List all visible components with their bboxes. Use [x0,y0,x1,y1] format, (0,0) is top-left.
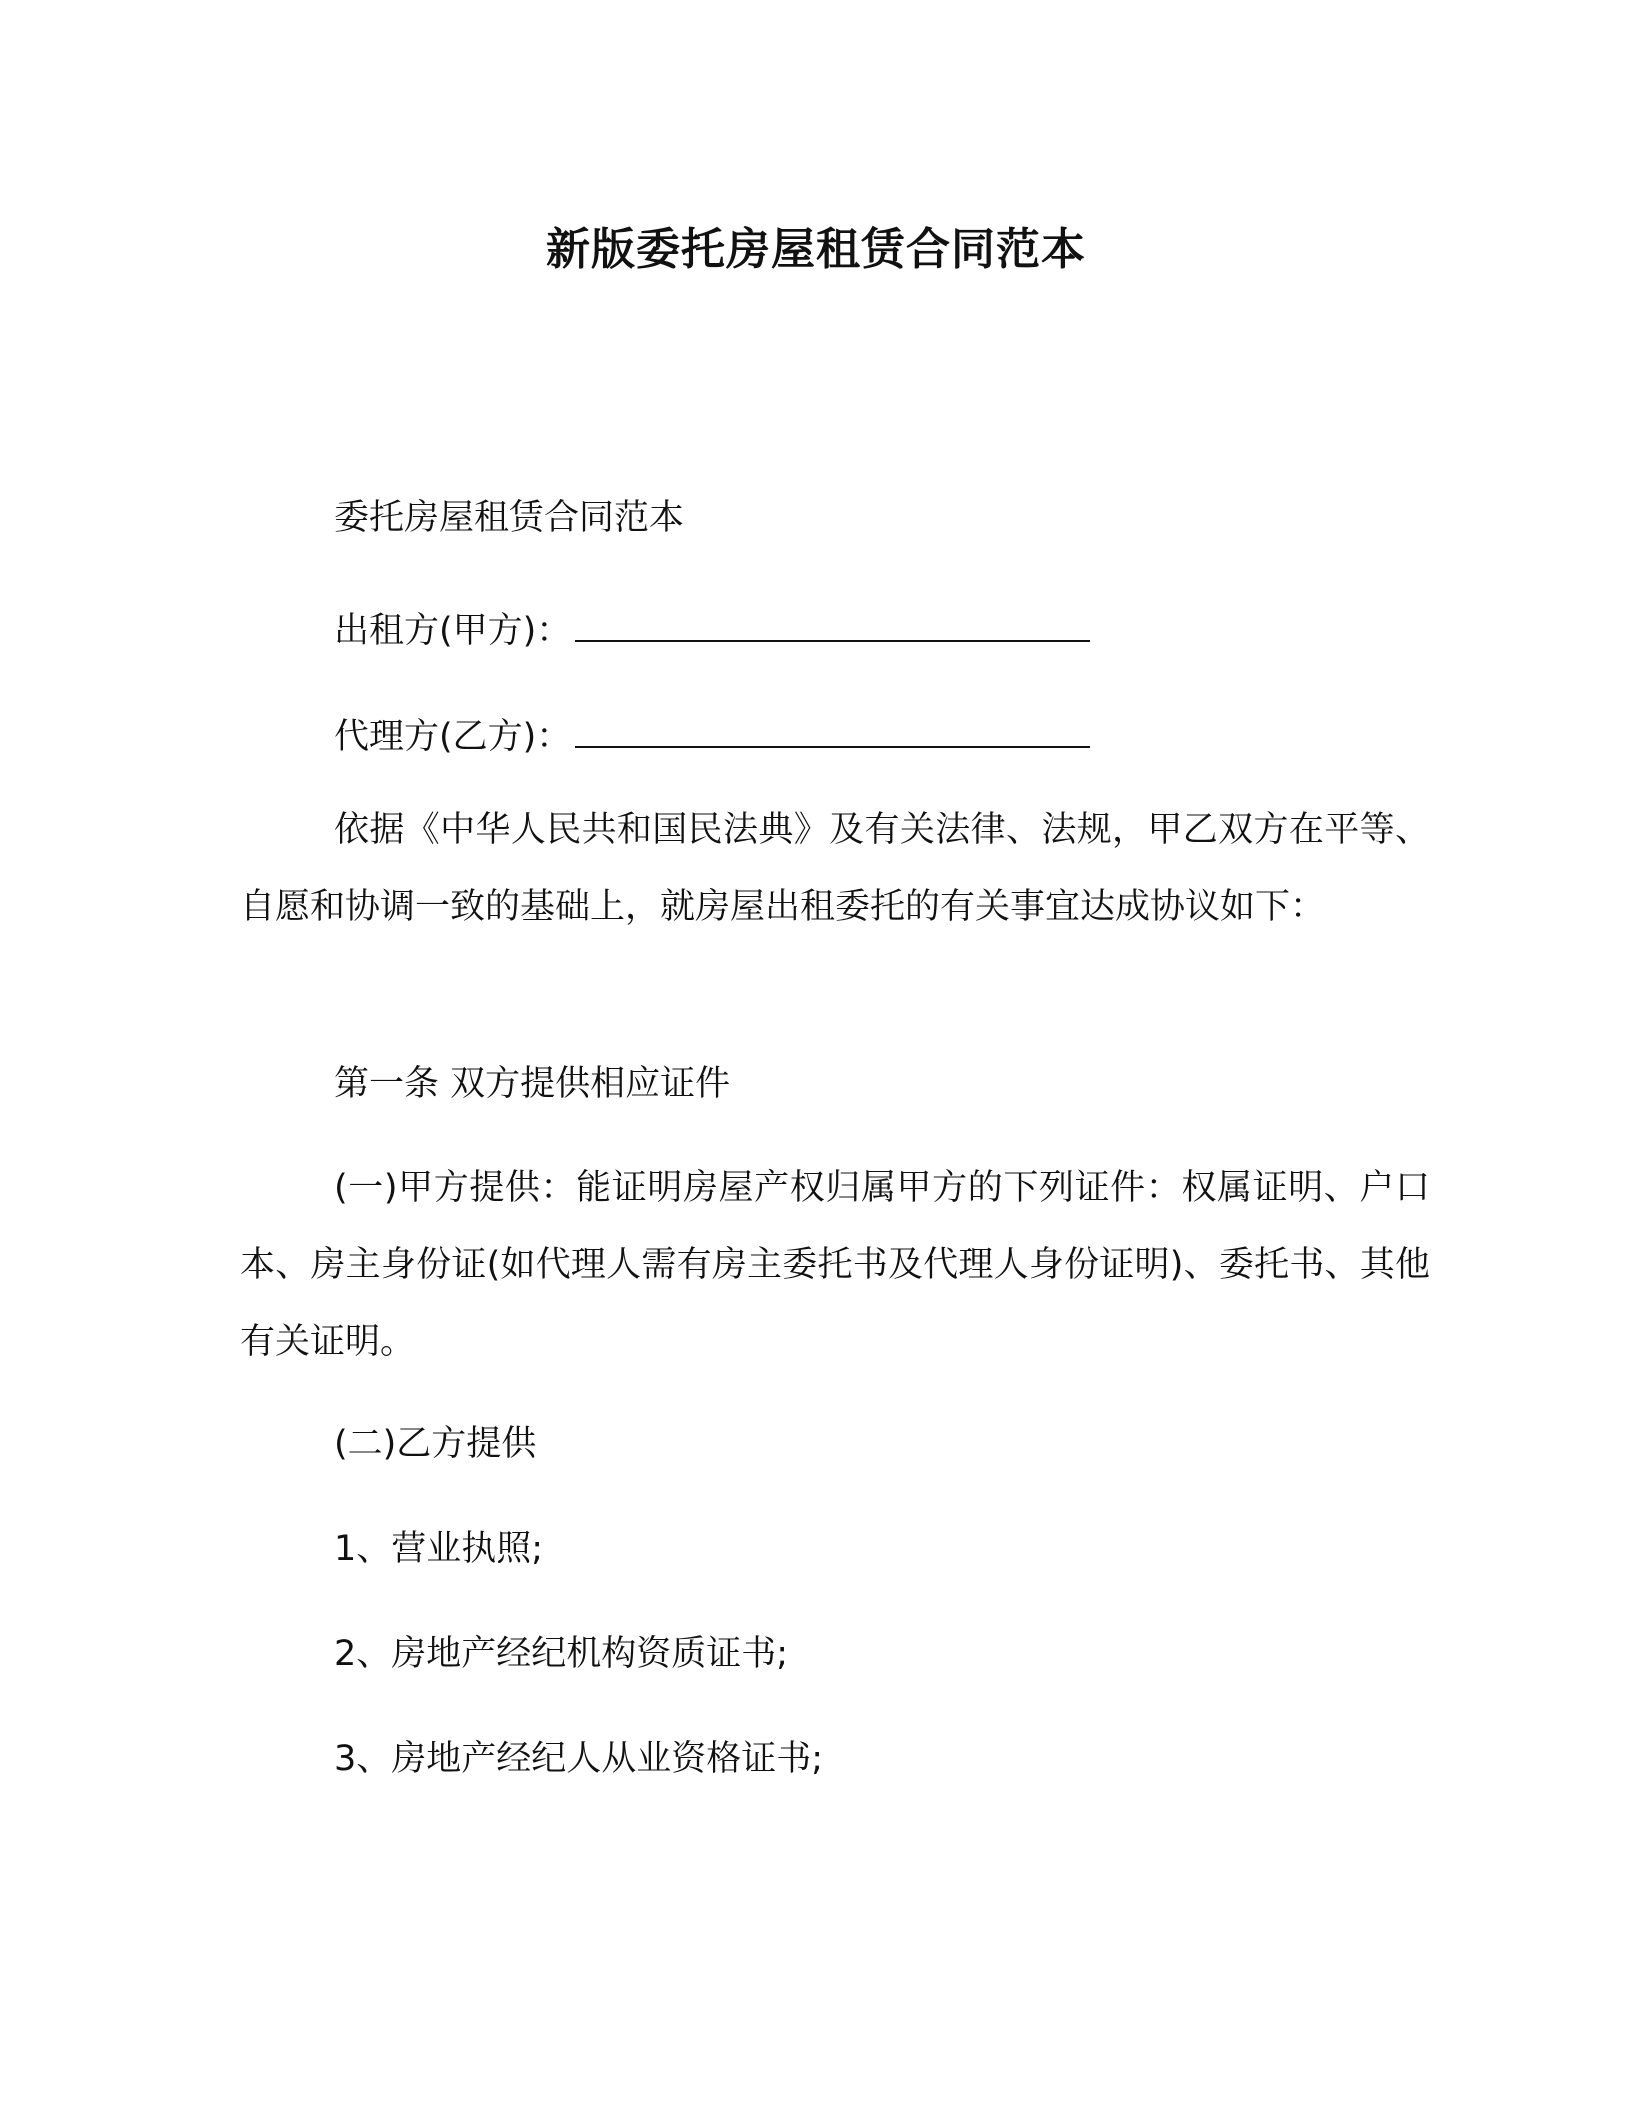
list-item: 1、营业执照; [334,1529,544,1569]
lessor-blank-line [575,604,1090,642]
lessor-label: 出租方(甲方)： [334,611,572,651]
clause2-heading: (二)乙方提供 [334,1424,537,1464]
agent-field [334,710,1090,759]
lessor-field [334,604,1090,653]
list-item: 2、房地产经纪机构资质证书; [334,1634,789,1674]
preamble-paragraph: 依据《中华人民共和国民法典》及有关法律、法规，甲乙双方在平等、自愿和协调一致的基础上，就房屋出租委托的有关事宜达成协议如下： [240,810,1430,927]
agent-label: 代理方(乙方)： [334,717,572,757]
list-item: 3、房地产经纪人从业资格证书; [334,1739,824,1779]
subtitle: 委托房屋租赁合同范本 [334,498,685,538]
agent-blank-line [575,710,1090,748]
document-title: 新版委托房屋租赁合同范本 [546,224,1086,275]
clause1-paragraph: (一)甲方提供：能证明房屋产权归属甲方的下列证件：权属证明、户口本、房主身份证(如代理人需有房主委托书及代理人身份证明)、委托书、其他有关证明。 [240,1168,1431,1362]
article1-heading: 第一条 双方提供相应证件 [334,1064,731,1104]
